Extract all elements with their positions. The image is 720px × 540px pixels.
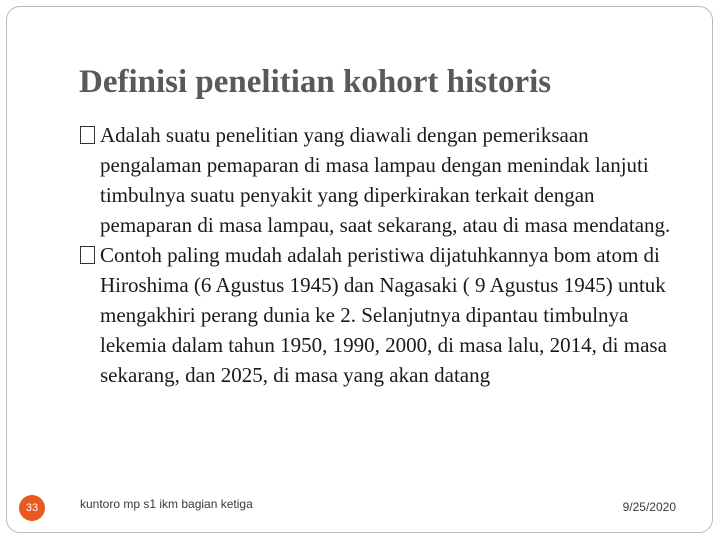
slide-content bbox=[80, 120, 680, 390]
footer-text: kuntoro mp s1 ikm bagian ketiga bbox=[80, 497, 253, 511]
bullet-text: Adalah suatu penelitian yang diawali dengan pemeriksaan pengalaman pemaparan di masa lampau dengan menindak lanjuti timbulnya suatu penyakit yang diperkirakan terkait dengan pemaparan di masa lampau, saat sekarang, atau di masa mendatang. bbox=[100, 123, 671, 237]
bullet-text: Contoh paling mudah adalah peristiwa dijatuhkannya bom atom di Hiroshima (6 Agustus 1945) dan Nagasaki ( 9 Agustus 1945) untuk mengakhiri perang dunia ke 2. Selanjutnya dipantau timbulnya lekemia dalam tahun 1950, 1990, 2000, di masa lalu, 2014, di masa sekarang, dan 2025, di masa yang akan datang bbox=[100, 243, 667, 387]
slide-number-badge: 33 bbox=[19, 495, 45, 521]
missing-glyph-box-icon bbox=[80, 126, 95, 144]
bullet-item-example bbox=[80, 240, 680, 390]
footer-date: 9/25/2020 bbox=[622, 500, 676, 514]
bullet-item-definition bbox=[80, 120, 680, 240]
missing-glyph-box-icon bbox=[80, 246, 95, 264]
slide-title: Definisi penelitian kohort historis bbox=[79, 64, 552, 100]
